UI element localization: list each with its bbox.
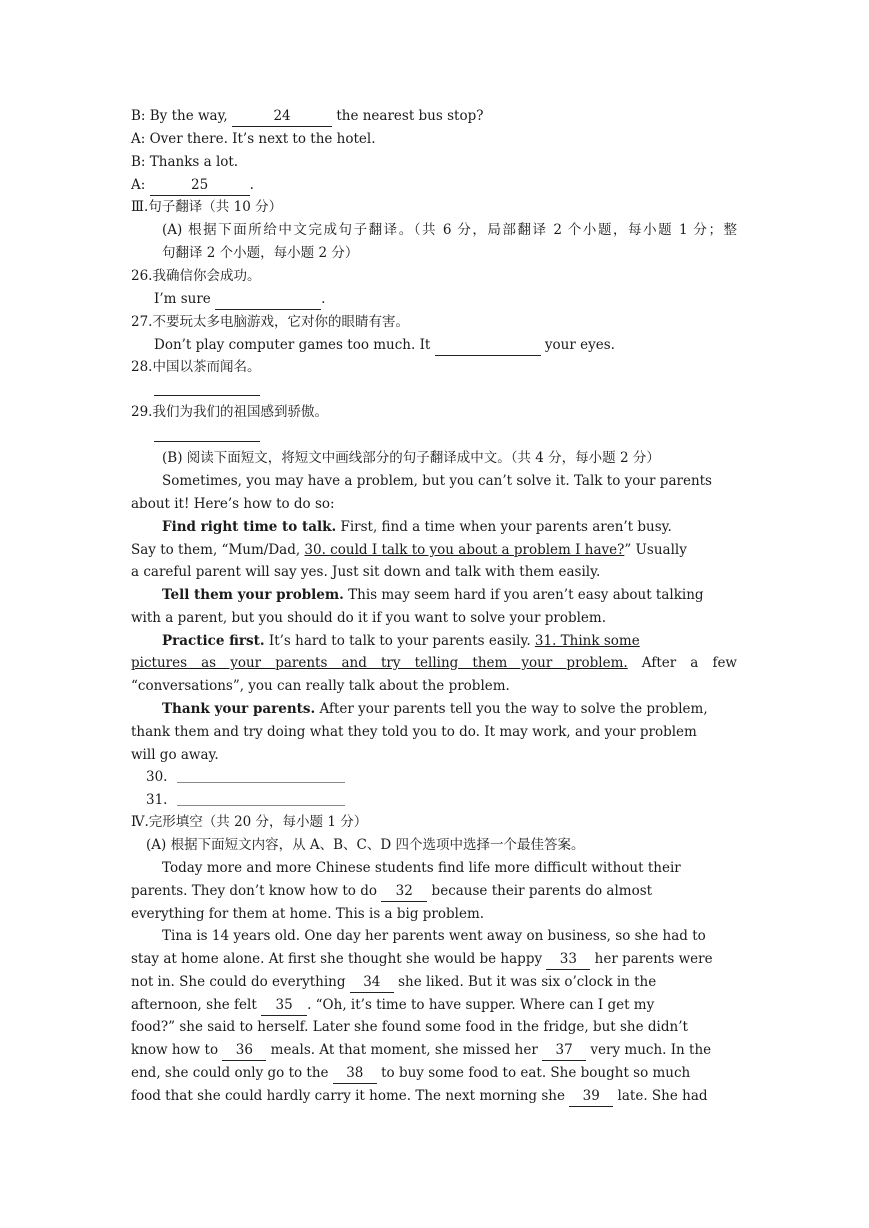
heading-thank-parents: Thank your parents. xyxy=(162,701,316,717)
passage-p4-line1: Practice first. It’s hard to talk to your parents easily. 31. Think some xyxy=(162,633,640,649)
section-4-title: Ⅳ.完形填空（共 20 分，每小题 1 分） xyxy=(131,814,368,830)
passage-p5-line3: will go away. xyxy=(131,747,219,763)
cloze-p2-line5: food?” she said to herself. Later she found some food in the fridge, but she didn’t xyxy=(131,1019,688,1035)
cloze-p1-line1: Today more and more Chinese students find life more difficult without their xyxy=(162,860,681,876)
question-28: 28.中国以茶而闻名。 xyxy=(131,359,261,375)
cloze-p1-line3: everything for them at home. This is a big problem. xyxy=(131,906,485,922)
underlined-sentence-31-b: pictures as your parents and try telling them your problem. xyxy=(131,655,628,671)
passage-p1-line1: Sometimes, you may have a problem, but you can’t solve it. Talk to your parents xyxy=(162,473,712,489)
passage-p4-line3: “conversations”, you can really talk about the problem. xyxy=(131,678,510,694)
answer-blank-26[interactable] xyxy=(215,289,321,310)
passage-p2-line1: Find right time to talk. First, find a time when your parents aren’t busy. xyxy=(162,519,672,535)
answer-31-label: 31. xyxy=(146,792,168,808)
cloze-p2-line8: food that she could hardly carry it home. The next morning she 39 late. She had xyxy=(131,1086,708,1107)
question-27: 27.不要玩太多电脑游戏，它对你的眼睛有害。 xyxy=(131,314,409,330)
blank-24[interactable]: 24 xyxy=(232,106,332,127)
blank-33[interactable]: 33 xyxy=(546,949,590,970)
dialog-line-b: B: Thanks a lot. xyxy=(131,154,239,170)
cloze-p2-line4: afternoon, she felt 35 . “Oh, it’s time to have supper. Where can I get my xyxy=(131,995,654,1016)
underlined-sentence-30: 30. could I talk to you about a problem I have? xyxy=(304,542,625,558)
passage-p2-line2: Say to them, “Mum/Dad, 30. could I talk to you about a problem I have?” Usually xyxy=(131,542,687,558)
question-26: 26.我确信你会成功。 xyxy=(131,268,261,284)
question-27-answer: Don’t play computer games too much. It your eyes. xyxy=(154,335,615,356)
answer-line-29[interactable] xyxy=(154,441,260,442)
section-3-partB-instr: (B) 阅读下面短文，将短文中画线部分的句子翻译成中文。（共 4 分，每小题 2 分） xyxy=(162,450,660,466)
blank-25[interactable]: 25 xyxy=(150,175,250,196)
section-3-partA-instr: (A) 根据下面所给中文完成句子翻译。（共 6 分，局部翻译 2 个小题，每小题 1 分；整 xyxy=(162,222,737,238)
passage-p5-line1: Thank your parents. After your parents tell you the way to solve the problem, xyxy=(162,701,708,717)
blank-37[interactable]: 37 xyxy=(542,1040,586,1061)
heading-practice: Practice first. xyxy=(162,633,265,649)
blank-36[interactable]: 36 xyxy=(222,1040,266,1061)
cloze-p2-line2: stay at home alone. At first she thought she would be happy 33 her parents were xyxy=(131,949,713,970)
section-4-partA-instr: (A) 根据下面短文内容，从 A、B、C、D 四个选项中选择一个最佳答案。 xyxy=(146,837,585,853)
section-3-partA-instr-2: 句翻译 2 个小题，每小题 2 分） xyxy=(162,245,359,261)
passage-p5-line2: thank them and try doing what they told you to do. It may work, and your problem xyxy=(131,724,697,740)
blank-34[interactable]: 34 xyxy=(350,972,394,993)
dialog-line-b24: B: By the way, 24 the nearest bus stop? xyxy=(131,106,483,127)
answer-blank-27[interactable] xyxy=(435,335,541,356)
blank-39[interactable]: 39 xyxy=(569,1086,613,1107)
passage-p1-line2: about it! Here’s how to do so: xyxy=(131,496,335,512)
answer-line-31[interactable] xyxy=(177,805,345,806)
section-3-title: Ⅲ.句子翻译（共 10 分） xyxy=(131,199,283,215)
heading-find-time: Find right time to talk. xyxy=(162,519,337,535)
passage-p2-line3: a careful parent will say yes. Just sit down and talk with them easily. xyxy=(131,564,601,580)
blank-38[interactable]: 38 xyxy=(333,1063,377,1084)
dialog-line-a25: A: 25 . xyxy=(131,175,254,196)
blank-32[interactable]: 32 xyxy=(381,881,427,902)
passage-p4-line2: pictures as your parents and try telling them your problem. After a few xyxy=(131,655,737,671)
passage-p3-line1: Tell them your problem. This may seem hard if you aren’t easy about talking xyxy=(162,587,704,603)
dialog-line-a: A: Over there. It’s next to the hotel. xyxy=(131,131,376,147)
underlined-sentence-31-a: 31. Think some xyxy=(534,633,640,649)
heading-tell-problem: Tell them your problem. xyxy=(162,587,344,603)
answer-line-30[interactable] xyxy=(177,782,345,783)
cloze-p2-line1: Tina is 14 years old. One day her parents went away on business, so she had to xyxy=(162,928,706,944)
cloze-p2-line6: know how to 36 meals. At that moment, she missed her 37 very much. In the xyxy=(131,1040,711,1061)
question-26-answer: I’m sure . xyxy=(154,289,325,310)
cloze-p2-line3: not in. She could do everything 34 she liked. But it was six o’clock in the xyxy=(131,972,656,993)
answer-30-label: 30. xyxy=(146,769,168,785)
cloze-p2-line7: end, she could only go to the 38 to buy some food to eat. She bought so much xyxy=(131,1063,690,1084)
question-29: 29.我们为我们的祖国感到骄傲。 xyxy=(131,404,328,420)
cloze-p1-line2: parents. They don’t know how to do 32 because their parents do almost xyxy=(131,881,652,902)
answer-line-28[interactable] xyxy=(154,395,260,396)
blank-35[interactable]: 35 xyxy=(261,995,307,1016)
passage-p3-line2: with a parent, but you should do it if you want to solve your problem. xyxy=(131,610,606,626)
